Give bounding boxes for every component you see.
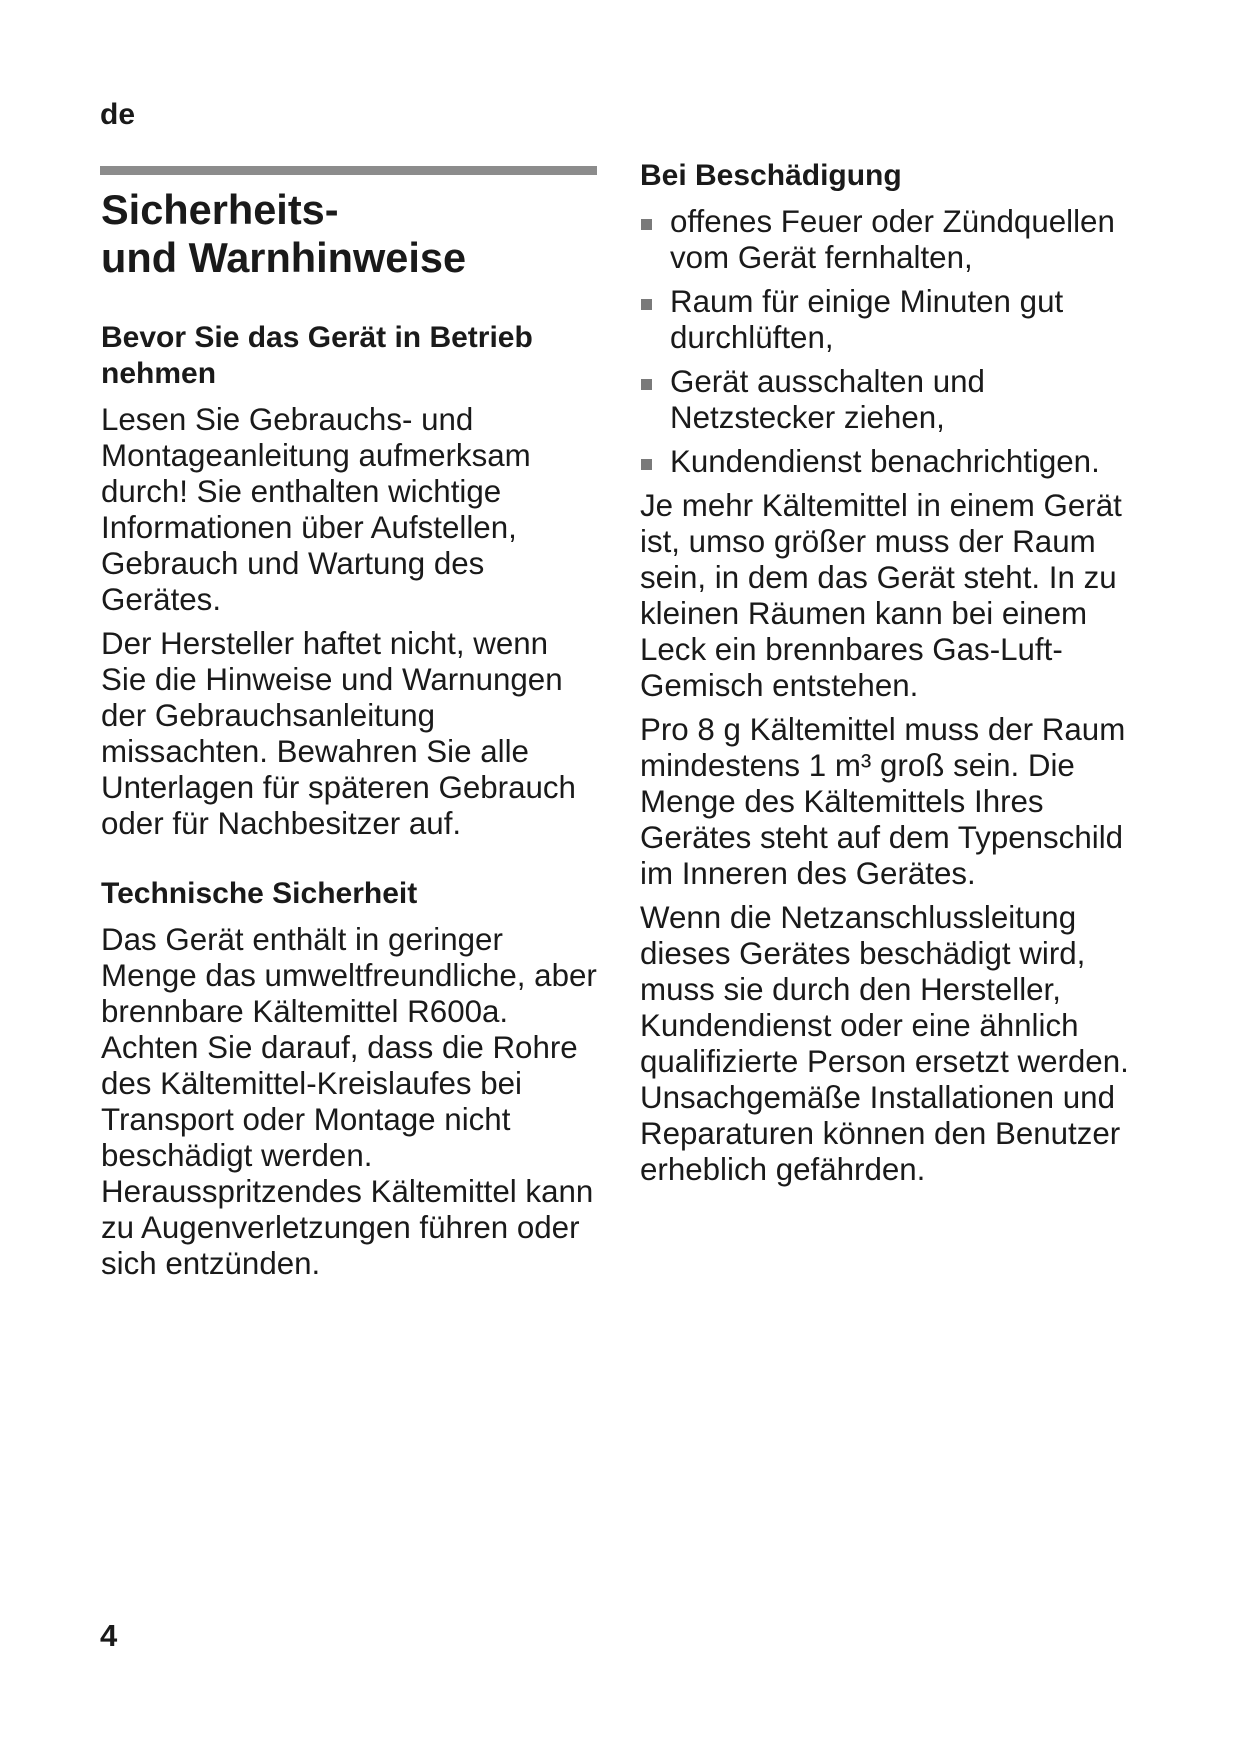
page-title-line1: Sicherheits- [101,186,339,233]
paragraph-refrigerant-volume: Pro 8 g Kältemittel muss der Raum mindestens 1 m³ groß sein. Die Menge des Kältemittels Ihres Gerätes steht auf dem Typenschild im Inneren des Gerätes. [640,712,1126,891]
section-heading-technical-safety: Technische Sicherheit [101,877,418,910]
section-divider [100,166,597,175]
right-column [640,158,1150,1196]
list-item: Raum für einige Minuten gut durchlüften, [640,284,1150,356]
list-item: offenes Feuer oder Zündquellen vom Gerät fernhalten, [640,204,1150,276]
section-heading-before-use: Bevor Sie das Gerät in Betrieb nehmen [101,321,533,390]
language-tag: de [100,98,136,131]
square-bullet-icon [641,459,652,470]
section-heading-damage: Bei Beschädigung [640,159,902,192]
list-item: Kundendienst benachrichtigen. [640,444,1150,480]
square-bullet-icon [641,299,652,310]
list-item: Gerät ausschalten und Netzstecker ziehen, [640,364,1150,436]
left-column [101,186,601,1290]
damage-actions-list [640,204,1150,480]
paragraph-manufacturer-liability: Der Hersteller haftet nicht, wenn Sie die Hinweise und Warnungen der Gebrauchsanleitung missachten. Bewahren Sie alle Unterlagen für späteren Gebrauch oder für Nachbesitzer auf. [101,626,576,841]
paragraph-power-cable: Wenn die Netzanschlussleitung dieses Gerätes beschädigt wird, muss sie durch den Hersteller, Kundendienst oder eine ähnlich qualifizierte Person ersetzt werden. Unsachgemäße Installationen und Reparaturen können den Benutzer erheblich gefährden. [640,900,1129,1187]
square-bullet-icon [641,219,652,230]
square-bullet-icon [641,379,652,390]
paragraph-room-size: Je mehr Kältemittel in einem Gerät ist, umso größer muss der Raum sein, in dem das Gerät steht. In zu kleinen Räumen kann bei einem Leck ein brennbares Gas-Luft-Gemisch entstehen. [640,488,1122,703]
page-number: 4 [100,1618,118,1653]
page-title [101,186,601,282]
paragraph-read-instructions: Lesen Sie Gebrauchs- und Montageanleitung aufmerksam durch! Sie enthalten wichtige Informationen über Aufstellen, Gebrauch und Wartung des Gerätes. [101,402,531,617]
paragraph-refrigerant-info: Das Gerät enthält in geringer Menge das umweltfreundliche, aber brennbare Kältemittel R600a. Achten Sie darauf, dass die Rohre des Kältemittel-Kreislaufes bei Transport oder Montage nicht beschädigt werden. Herausspritzendes Kältemittel kann zu Augenverletzungen führen oder sich entzünden. [101,922,597,1281]
page-title-line2: und Warnhinweise [101,234,467,281]
